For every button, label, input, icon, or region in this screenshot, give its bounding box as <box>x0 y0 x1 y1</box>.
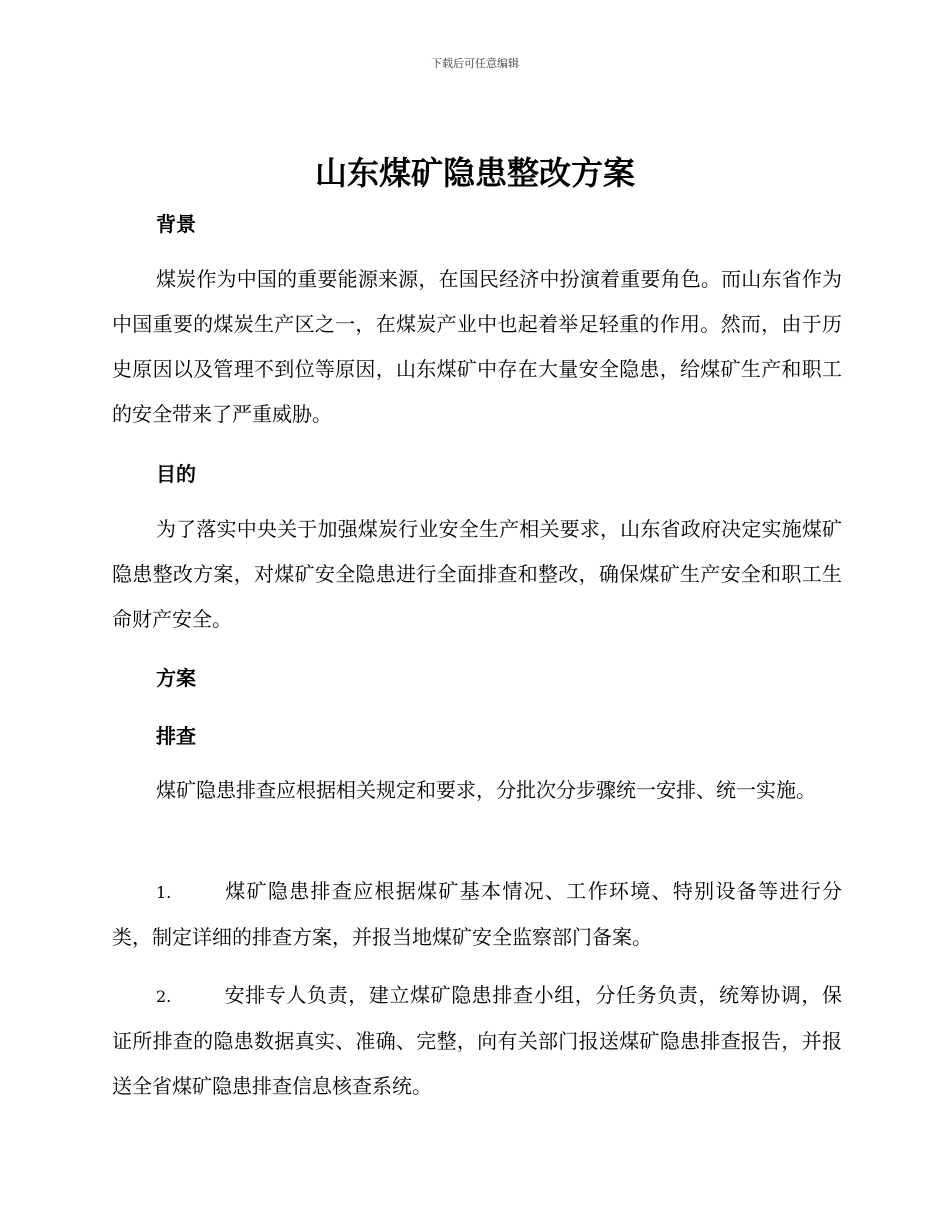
list-item <box>112 973 842 1109</box>
list-item-number: 1. <box>156 883 172 902</box>
document-title: 山东煤矿隐患整改方案 <box>314 154 635 192</box>
paragraph-background: 煤炭作为中国的重要能源来源，在国民经济中扮演着重要角色。而山东省作为中国重要的煤炭生产区之一，在煤炭产业中也起着举足轻重的作用。然而，由于历史原因以及管理不到位等原因，山东煤矿中存在大量安全隐患，给煤矿生产和职工的安全带来了严重威胁。 <box>112 267 842 426</box>
heading-inspection: 排查 <box>156 724 196 748</box>
paragraph-purpose: 为了落实中央关于加强煤炭行业安全生产相关要求，山东省政府决定实施煤矿隐患整改方案，对煤矿安全隐患进行全面排查和整改，确保煤矿生产安全和职工生命财产安全。 <box>112 517 842 631</box>
paragraph-inspection-intro: 煤矿隐患排查应根据相关规定和要求，分批次分步骤统一安排、统一实施。 <box>156 778 816 802</box>
list-item <box>112 869 842 960</box>
list-item-number: 2. <box>156 987 172 1006</box>
header-note: 下载后可任意编辑 <box>431 57 519 70</box>
heading-background: 背景 <box>156 212 196 236</box>
heading-plan: 方案 <box>156 666 196 690</box>
list-item-text: 煤矿隐患排查应根据煤矿基本情况、工作环境、特别设备等进行分类，制定详细的排查方案，并报当地煤矿安全监察部门备案。 <box>112 879 842 949</box>
list-item-text: 安排专人负责，建立煤矿隐患排查小组，分任务负责，统筹协调，保证所排查的隐患数据真实、准确、完整，向有关部门报送煤矿隐患排查报告，并报送全省煤矿隐患排查信息核查系统。 <box>112 983 842 1098</box>
heading-purpose: 目的 <box>156 462 196 486</box>
